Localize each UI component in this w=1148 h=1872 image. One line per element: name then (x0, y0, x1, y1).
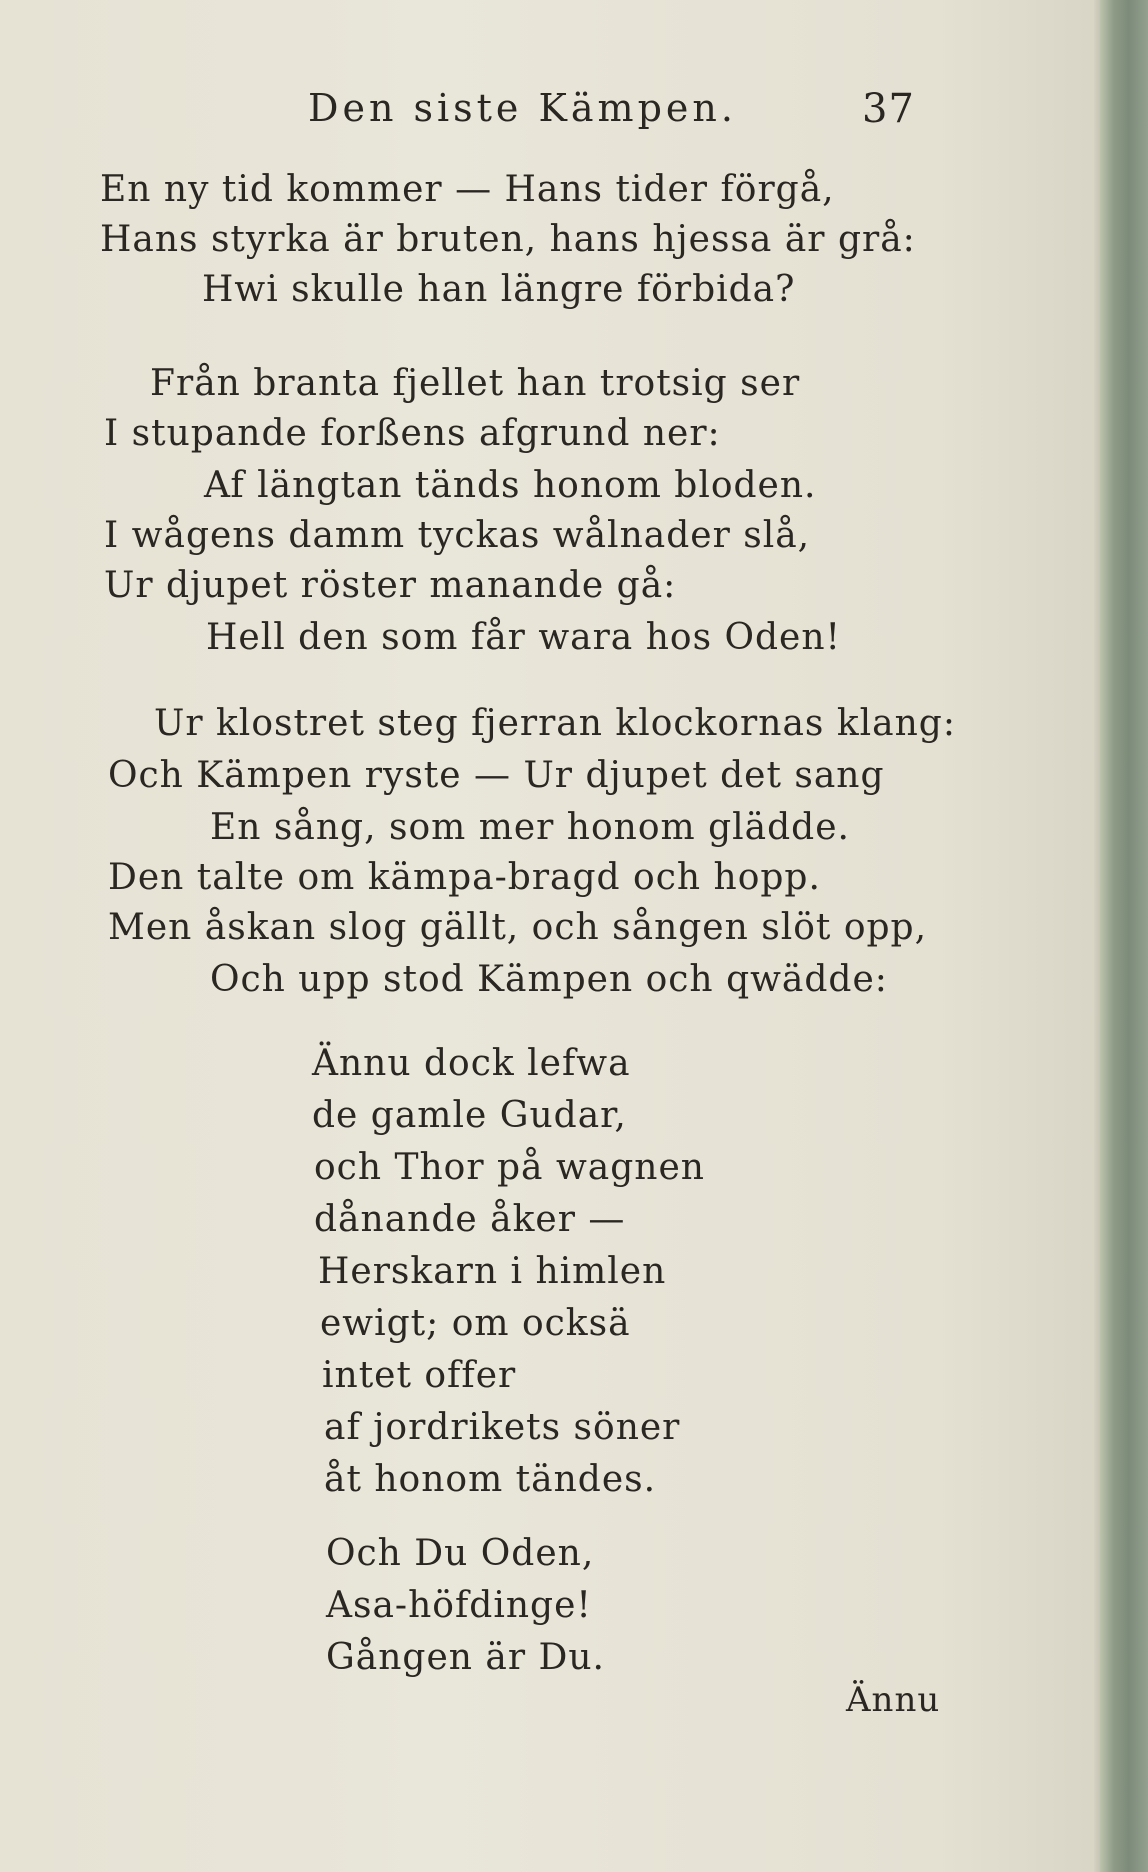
verse-line: Ännu dock lefwa (312, 1043, 631, 1084)
verse-line: åt honom tändes. (324, 1459, 657, 1500)
verse-line: Herskarn i himlen (318, 1251, 667, 1292)
page-title: Den siste Kämpen. (308, 86, 737, 130)
verse-line: Men åskan slog gällt, och sången slöt opp, (108, 907, 928, 948)
verse-line: Gången är Du. (326, 1637, 605, 1678)
verse-line: Hell den som får wara hos Oden! (206, 617, 842, 658)
verse-line: de gamle Gudar, (312, 1095, 627, 1136)
verse-line: En sång, som mer honom glädde. (210, 807, 850, 848)
verse-line: intet offer (322, 1355, 517, 1396)
verse-line: dånande åker — (314, 1199, 626, 1240)
verse-line: Hwi skulle han längre förbida? (202, 269, 796, 310)
verse-line: ewigt; om ocksä (320, 1303, 631, 1344)
verse-line: I stupande forßens afgrund ner: (104, 413, 721, 454)
verse-line: Och upp stod Kämpen och qwädde: (210, 959, 888, 1000)
verse-line: I wågens damm tyckas wålnader slå, (104, 515, 811, 556)
catchword: Ännu (846, 1680, 941, 1720)
verse-line: och Thor på wagnen (314, 1147, 705, 1188)
verse-line: Asa-höfdinge! (326, 1585, 592, 1626)
verse-line: Och Du Oden, (326, 1533, 595, 1574)
verse-line: Och Kämpen ryste — Ur djupet det sang (108, 755, 885, 796)
verse-line: Från branta fjellet han trotsig ser (150, 363, 801, 404)
running-header (0, 86, 1100, 136)
book-edge (1100, 0, 1148, 1872)
verse-line: Af längtan tänds honom bloden. (204, 465, 817, 506)
page-number: 37 (862, 86, 915, 132)
verse-line: Hans styrka är bruten, hans hjessa är grå: (100, 219, 916, 260)
verse-line: Ur djupet röster manande gå: (104, 565, 677, 606)
verse-line: Den talte om kämpa-bragd och hopp. (108, 857, 821, 898)
verse-line: Ur klostret steg fjerran klockornas klang: (154, 703, 956, 744)
verse-line: En ny tid kommer — Hans tider förgå, (100, 169, 835, 210)
verse-line: af jordrikets söner (324, 1407, 681, 1448)
